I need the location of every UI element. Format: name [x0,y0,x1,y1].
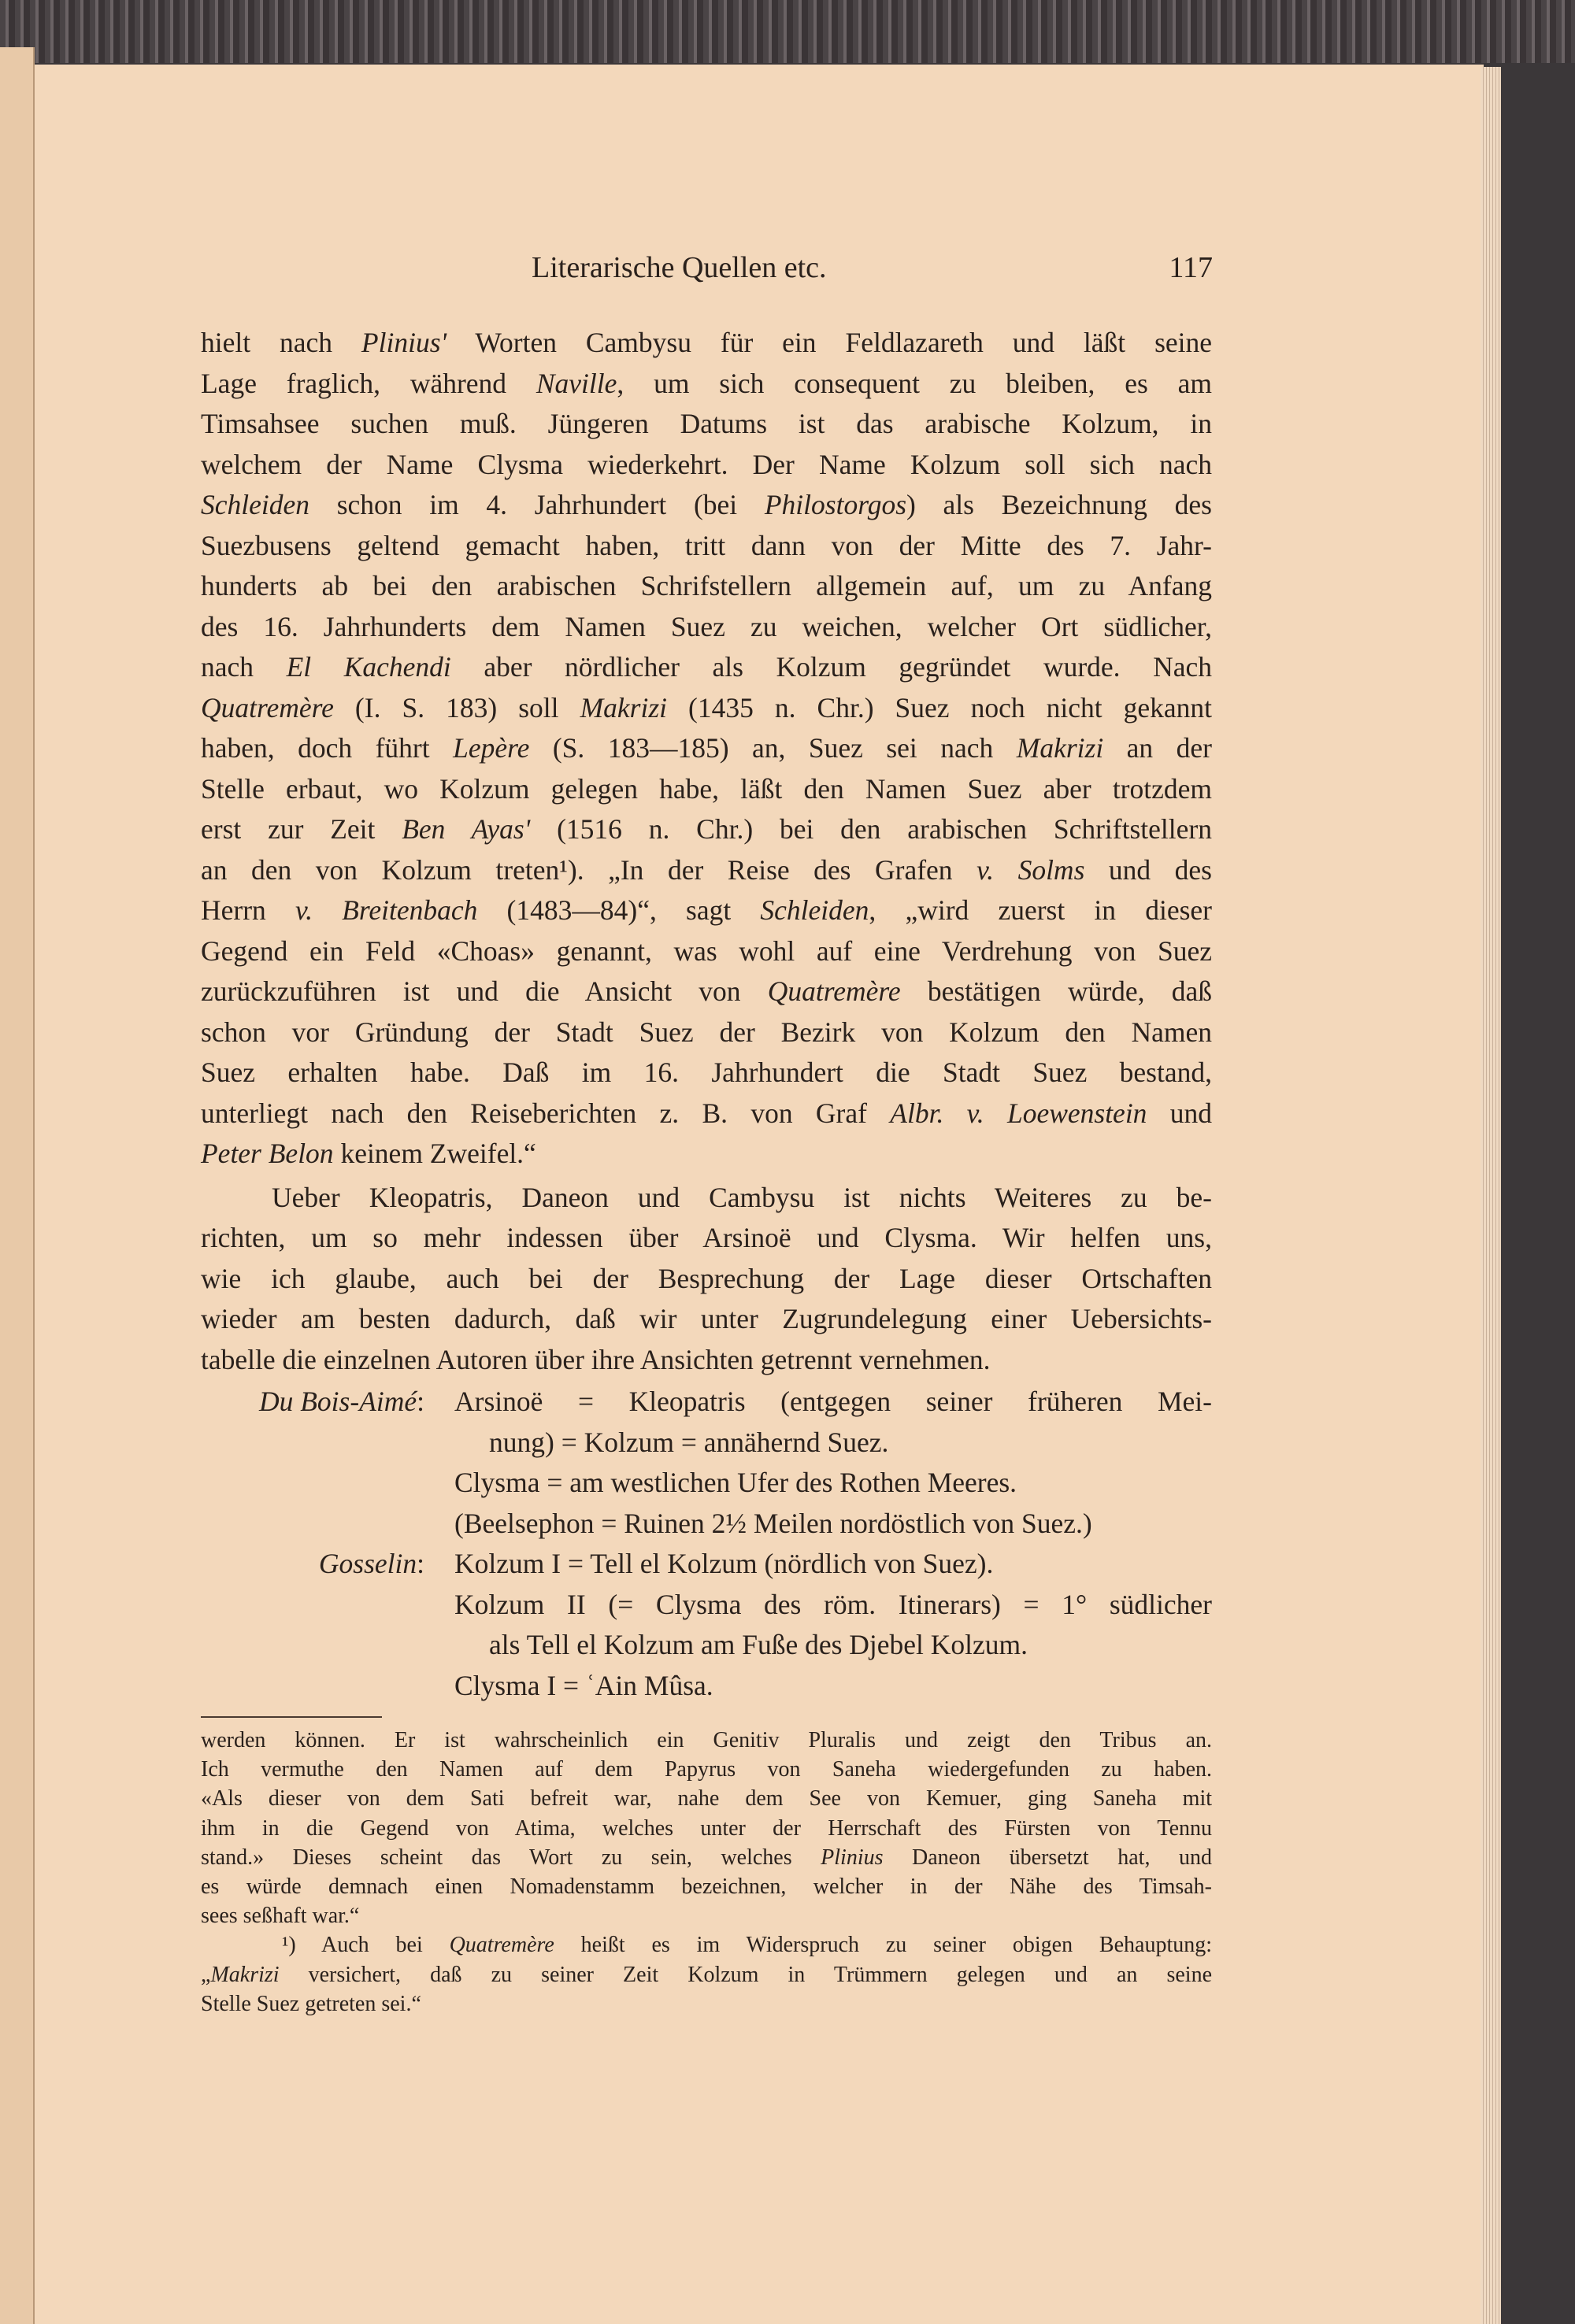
text-line: Schleiden schon im 4. Jahrhundert (bei Philostorgos) als Bezeichnung des [201,489,1212,520]
page-header [201,250,1213,290]
text-line: haben, doch führt Lepère (S. 183—185) an, Suez sei nach Makrizi an der [201,732,1212,764]
italic-name: Naville [536,367,617,399]
text-line: schon vor Gründung der Stadt Suez der Bezirk von Kolzum den Namen [201,1016,1212,1048]
author-label: Gosselin: [318,1548,424,1579]
page-number: 117 [1169,251,1213,284]
paragraph [201,1178,1212,1381]
italic-name: Plinius [821,1845,884,1870]
footnote-line: ¹) Auch bei Quatremère heißt es im Widerspruch zu seiner obigen Behauptung: [282,1933,1212,1958]
italic-name: Schleiden [760,894,869,926]
footnote [201,1930,1212,2019]
footnote-line: Ich vermuthe den Namen auf dem Papyrus von Saneha wiedergefunden zu haben. [201,1757,1212,1782]
italic-name: El Kachendi [286,651,451,683]
text-line: hunderts ab bei den arabischen Schrifstellern allgemein auf, um zu Anfang [201,570,1212,601]
text-line: Ueber Kleopatris, Daneon und Cambysu ist nichts Weiteres zu be- [272,1181,1212,1213]
text-line: Lage fraglich, während Naville, um sich consequent zu bleiben, es am [201,367,1212,399]
table-row [201,1544,1212,1585]
italic-name: Quatremère [201,691,334,723]
text-line: Herrn v. Breitenbach (1483—84)“, sagt Schleiden, „wird zuerst in dieser [201,894,1212,926]
italic-name: Makrizi [210,1962,280,1987]
italic-name: Plinius' [361,327,447,358]
paragraph [201,323,1212,1175]
text-line: Timsahsee suchen muß. Jüngeren Datums ist das arabische Kolzum, in [201,408,1212,439]
footnote-rule [201,1716,382,1718]
text-line: wieder am besten dadurch, daß wir unter Zugrundelegung einer Uebersichts- [201,1303,1212,1334]
table-row [201,1585,1212,1626]
footnote-line: ihm in die Gegend von Atima, welches unter der Herrschaft des Fürsten von Tennu [201,1815,1212,1841]
text-line: des 16. Jahrhunderts dem Namen Suez zu weichen, welcher Ort südlicher, [201,610,1212,642]
text-line: Peter Belon keinem Zweifel.“ [201,1138,536,1169]
text-line: hielt nach Plinius' Worten Cambysu für ein Feldlazareth und läßt seine [201,327,1213,358]
footnote-line: «Als dieser von dem Sati befreit war, nahe dem See von Kemuer, ging Saneha mit [201,1786,1212,1811]
italic-name: Philostorgos [764,489,907,520]
text-line: wie ich glaube, auch bei der Besprechung der Lage dieser Ortschaften [201,1262,1212,1294]
footnote-line: stand.» Dieses scheint das Wort zu sein, welches Plinius Daneon übersetzt hat, und [201,1845,1212,1870]
table-entry: Arsinoë = Kleopatris (entgegen seiner früheren Mei- [454,1386,1212,1417]
footnotes [201,1726,1212,2019]
text-line: tabelle die einzelnen Autoren über ihre Ansichten getrennt vernehmen. [201,1343,991,1375]
text-line: Gegend ein Feld «Choas» genannt, was wohl auf eine Verdrehung von Suez [201,934,1212,967]
italic-name: Lepère [453,732,530,764]
body-text [201,323,1212,1380]
book-cover-top [0,0,1575,63]
text-line: richten, um so mehr indessen über Arsinoë und Clysma. Wir helfen uns, [201,1222,1212,1253]
table-entry: Kolzum I = Tell el Kolzum (nördlich von Suez). [454,1548,994,1579]
footnote-line: es würde demnach einen Nomadenstamm bezeichnen, welcher in der Nähe des Timsah- [201,1874,1212,1899]
table-row [201,1625,1212,1666]
table-row [201,1382,1212,1423]
italic-name: Albr. v. Loewenstein [890,1097,1147,1129]
footnote-line: werden können. Er ist wahrscheinlich ein Genitiv Pluralis und zeigt den Tribus an. [201,1728,1212,1752]
running-title: Literarische Quellen etc. [532,251,827,284]
text-line: Stelle erbaut, wo Kolzum gelegen habe, läßt den Namen Suez aber trotzdem [201,772,1212,805]
table-row [201,1504,1212,1545]
text-line: erst zur Zeit Ben Ayas' (1516 n. Chr.) bei den arabischen Schriftstellern [201,813,1212,845]
italic-name: Quatremère [449,1933,554,1958]
italic-name: Makrizi [580,691,667,723]
table-entry: Kolzum II (= Clysma des röm. Itinerars) = 1° südlicher [454,1588,1212,1620]
italic-name: Makrizi [1016,732,1104,764]
footnote-line: sees seßhaft war.“ [201,1904,360,1929]
table-entry: als Tell el Kolzum am Fuße des Djebel Kolzum. [489,1629,1028,1660]
table-row [201,1666,1212,1707]
italic-name: Ben Ayas' [402,813,531,845]
text-line: welchem der Name Clysma wiederkehrt. Der Name Kolzum soll sich nach [201,448,1212,480]
text-line: nach El Kachendi aber nördlicher als Kolzum gegründet wurde. Nach [201,651,1213,683]
italic-name: Peter Belon [201,1138,334,1169]
facing-page-edge [0,47,35,2324]
author-label: Du Bois-Aimé: [258,1386,424,1417]
text-line: Suez erhalten habe. Daß im 16. Jahrhundert die Stadt Suez bestand, [201,1057,1212,1088]
table-entry: Clysma I = ʿAin Mûsa. [454,1669,713,1701]
text-line: unterliegt nach den Reiseberichten z. B. von Graf Albr. v. Loewenstein und [201,1097,1213,1129]
italic-name: v. Solms [976,853,1085,886]
footnote [201,1726,1212,1930]
italic-name: v. Breitenbach [295,894,478,926]
table-row [201,1463,1212,1504]
page-stack-edge [1480,67,1501,2324]
italic-name: Schleiden [201,489,309,520]
footnote-line: Stelle Suez getreten sei.“ [201,1991,421,2016]
text-line: Suezbusens geltend gemacht haben, tritt dann von der Mitte des 7. Jahr- [201,529,1212,561]
table-entry: nung) = Kolzum = annähernd Suez. [489,1426,889,1458]
table-row [201,1423,1212,1464]
text-line: an den von Kolzum treten¹). „In der Reise des Grafen v. Solms und des [201,853,1212,886]
table-entry: (Beelsephon = Ruinen 2½ Meilen nordöstlich von Suez.) [454,1507,1092,1539]
text-line: Quatremère (I. S. 183) soll Makrizi (1435 n. Chr.) Suez noch nicht gekannt [201,691,1213,723]
text-line: zurückzuführen ist und die Ansicht von Quatremère bestätigen würde, daß [201,975,1212,1007]
overview-table [201,1382,1212,1706]
italic-name: Quatremère [767,975,901,1007]
footnote-line: „Makrizi versichert, daß zu seiner Zeit Kolzum in Trümmern gelegen und an seine [201,1962,1212,1987]
table-entry: Clysma = am westlichen Ufer des Rothen Meeres. [454,1467,1017,1498]
